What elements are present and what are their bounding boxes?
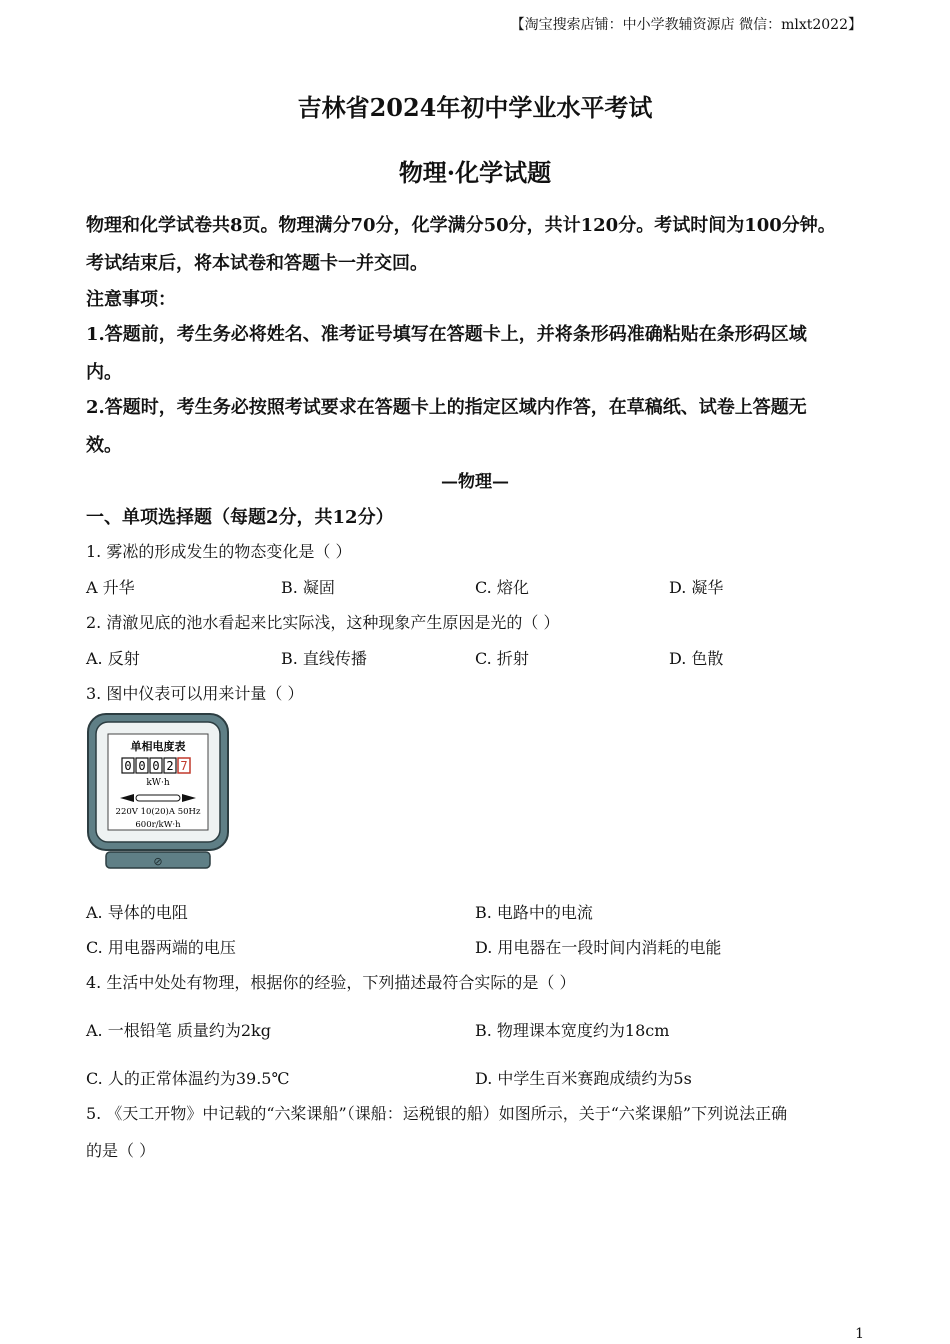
notes-title: 注意事项：: [86, 289, 176, 310]
question-1-option-b: B. 凝固: [281, 578, 335, 597]
intro-line-1: 物理和化学试卷共8页。物理满分70分，化学满分50分，共计120分。考试时间为100分钟。: [86, 215, 836, 236]
intro-line-2: 考试结束后，将本试卷和答题卡一并交回。: [86, 253, 428, 274]
meter-terminal-symbol: ⊘: [153, 855, 163, 868]
question-3-option-d: D. 用电器在一段时间内消耗的电能: [475, 938, 722, 957]
question-4-option-b: B. 物理课本宽度约为18cm: [475, 1021, 670, 1040]
meter-digit-2: 0: [138, 759, 146, 773]
exam-title: 吉林省2024年初中学业水平考试: [297, 93, 653, 122]
electric-meter-figure: [86, 712, 232, 872]
header-note: 【淘宝搜索店铺：中小学教辅资源店 微信：mlxt2022】: [510, 17, 862, 33]
question-2-option-d: D. 色散: [669, 649, 724, 668]
note-1-line-a: 1.答题前，考生务必将姓名、准考证号填写在答题卡上，并将条形码准确粘贴在条形码区域: [86, 324, 807, 345]
note-2-line-b: 效。: [86, 435, 122, 456]
question-3-option-a: A. 导体的电阻: [86, 903, 188, 922]
question-5-stem-line-b: 的是（ ）: [86, 1141, 156, 1160]
question-2-option-a: A. 反射: [86, 649, 140, 668]
question-4-option-a: A. 一根铅笔 质量约为2kg: [86, 1021, 271, 1040]
page-number: 1: [855, 1326, 864, 1342]
part-1-title: 一、单项选择题（每题2分，共12分）: [86, 507, 394, 528]
question-3-option-c: C. 用电器两端的电压: [86, 938, 236, 957]
meter-spec-1: 220V 10(20)A 50Hz: [115, 807, 201, 817]
section-label: —物理—: [441, 472, 509, 492]
electric-meter-icon: [86, 712, 232, 872]
question-1-option-a: A 升华: [86, 578, 135, 597]
question-1-option-c: C. 熔化: [475, 578, 529, 597]
meter-title: 单相电度表: [130, 740, 186, 753]
meter-digit-4: 2: [166, 759, 174, 773]
meter-digit-1: 0: [124, 759, 132, 773]
note-1-line-b: 内。: [86, 362, 122, 383]
meter-digit-3: 0: [152, 759, 160, 773]
question-3-stem: 3. 图中仪表可以用来计量（ ）: [86, 684, 304, 703]
question-3-option-b: B. 电路中的电流: [475, 903, 593, 922]
question-4-option-c: C. 人的正常体温约为39.5℃: [86, 1069, 290, 1088]
question-4-option-d: D. 中学生百米赛跑成绩约为5s: [475, 1069, 692, 1088]
exam-subtitle: 物理·化学试题: [398, 158, 552, 187]
question-2-stem: 2. 清澈见底的池水看起来比实际浅，这种现象产生原因是光的（ ）: [86, 613, 560, 632]
question-4-stem: 4. 生活中处处有物理，根据你的经验，下列描述最符合实际的是（ ）: [86, 973, 576, 992]
question-1-option-d: D. 凝华: [669, 578, 724, 597]
note-2-line-a: 2.答题时，考生务必按照考试要求在答题卡上的指定区域内作答，在草稿纸、试卷上答题无: [86, 397, 807, 418]
question-2-option-b: B. 直线传播: [281, 649, 367, 668]
question-1-stem: 1. 雾凇的形成发生的物态变化是（ ）: [86, 542, 352, 561]
meter-spec-2: 600r/kW·h: [135, 820, 181, 830]
question-2-option-c: C. 折射: [475, 649, 529, 668]
question-5-stem-line-a: 5. 《天工开物》中记载的“六桨课船”（课船：运税银的船）如图所示，关于“六桨课船”下列说法正确: [86, 1104, 788, 1123]
meter-digit-5: 7: [180, 759, 188, 773]
meter-unit: kW·h: [146, 778, 170, 788]
